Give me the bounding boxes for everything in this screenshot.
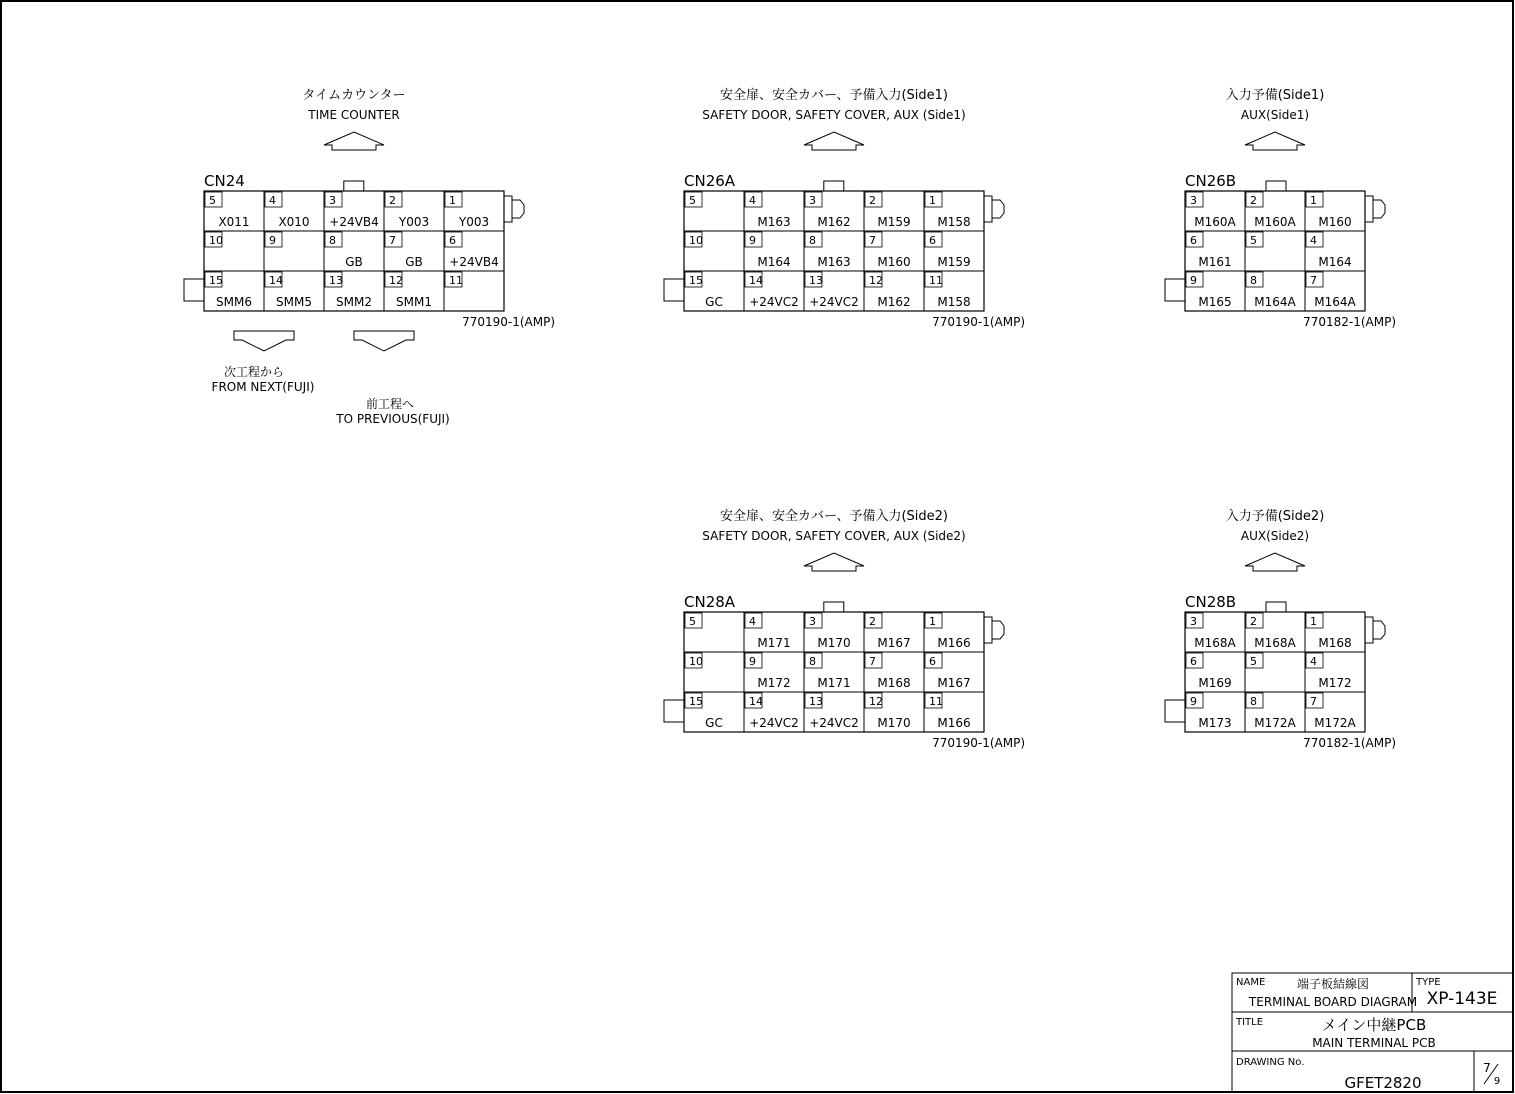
pin-number: 5	[1250, 234, 1257, 247]
pin-signal: SMM2	[336, 295, 372, 309]
cn28b-title-jp: 入力予備(Side2)	[1225, 509, 1325, 524]
cn28b-part-number: 770182-1(AMP)	[1303, 736, 1396, 750]
cn24-part-number: 770190-1(AMP)	[462, 315, 555, 329]
pin-signal: +24VC2	[809, 716, 859, 730]
pin-signal: M167	[937, 676, 971, 690]
pin-number: 5	[1250, 655, 1257, 668]
to-previous-en-label: TO PREVIOUS(FUJI)	[336, 412, 450, 426]
pin-number: 13	[809, 695, 823, 708]
pin-signal: M158	[937, 295, 971, 309]
pin-number: 2	[1250, 194, 1257, 207]
up-arrow-icon	[1245, 132, 1305, 150]
pin-number: 6	[1190, 655, 1197, 668]
cn26a-body	[684, 191, 984, 311]
pin-number: 15	[209, 274, 223, 287]
pin-number: 7	[1310, 274, 1317, 287]
pin-signal: M172	[1318, 676, 1352, 690]
pin-number: 6	[1190, 234, 1197, 247]
sheet-number: 7	[1483, 1061, 1491, 1075]
pin-signal: GB	[345, 255, 363, 269]
cn28b-name: CN28B	[1185, 593, 1237, 611]
pin-number: 9	[749, 234, 756, 247]
side-clip-icon	[1373, 200, 1385, 218]
pin-signal: +24VB4	[449, 255, 499, 269]
title-label: TITLE	[1236, 1017, 1264, 1028]
pin-signal: M164	[1318, 255, 1352, 269]
pin-signal: +24VC2	[749, 295, 799, 309]
sheet-total: 9	[1493, 1076, 1501, 1087]
cn24-title-jp: タイムカウンター	[302, 88, 406, 103]
pin-number: 11	[929, 274, 943, 287]
name-en: TERMINAL BOARD DIAGRAM	[1248, 995, 1418, 1009]
pin-number: 3	[809, 194, 816, 207]
pin-signal: M172A	[1314, 716, 1356, 730]
pin-signal: M160	[877, 255, 911, 269]
pin-number: 3	[329, 194, 336, 207]
pin-number: 1	[449, 194, 456, 207]
pin-number: 5	[689, 615, 696, 628]
cn24-title-en: TIME COUNTER	[308, 108, 400, 122]
ground-bracket	[184, 279, 204, 301]
pin-signal: M170	[877, 716, 911, 730]
pin-number: 12	[869, 695, 883, 708]
side-clip-icon	[992, 621, 1004, 639]
pin-number: 1	[1310, 194, 1317, 207]
pin-number: 5	[689, 194, 696, 207]
from-next-jp-label: 次工程から	[223, 365, 285, 379]
pin-number: 8	[809, 655, 816, 668]
up-arrow-icon	[1245, 553, 1305, 571]
cn24-output-arrows	[212, 331, 450, 426]
pin-signal: M160A	[1254, 215, 1296, 229]
cn28b-connector	[1165, 508, 1396, 750]
cn26b-name: CN26B	[1185, 172, 1237, 190]
up-arrow-icon	[804, 132, 864, 150]
pin-signal: M164	[757, 255, 791, 269]
cn26a-title-en: SAFETY DOOR, SAFETY COVER, AUX (Side1)	[702, 108, 966, 122]
pin-signal: M173	[1198, 716, 1232, 730]
pin-signal: +24VB4	[329, 215, 379, 229]
pin-number: 7	[869, 655, 876, 668]
pin-signal: GC	[705, 716, 723, 730]
pin-signal: M162	[817, 215, 851, 229]
pin-signal: M171	[757, 636, 791, 650]
pin-number: 2	[869, 615, 876, 628]
pin-signal: M164A	[1314, 295, 1356, 309]
cn24-name: CN24	[204, 172, 245, 190]
cn26a-part-number: 770190-1(AMP)	[932, 315, 1025, 329]
pin-number: 9	[1190, 274, 1197, 287]
ground-bracket	[1165, 279, 1185, 301]
type-label: TYPE	[1416, 977, 1441, 988]
pin-number: 8	[1250, 695, 1257, 708]
pin-number: 1	[929, 194, 936, 207]
ground-bracket	[1165, 700, 1185, 722]
side-clip-icon	[1373, 621, 1385, 639]
side-clip	[984, 617, 992, 643]
pin-signal: M171	[817, 676, 851, 690]
pin-number: 10	[689, 655, 703, 668]
pin-number: 4	[1310, 234, 1317, 247]
latch-tab	[824, 602, 844, 612]
title-jp: メイン中継PCB	[1321, 1016, 1427, 1034]
cn28a-connector	[664, 508, 1025, 750]
cn26b-connector	[1165, 87, 1396, 329]
cn26b-title-jp: 入力予備(Side1)	[1225, 88, 1325, 103]
side-clip-icon	[992, 200, 1004, 218]
pin-number: 10	[209, 234, 223, 247]
pin-signal: X011	[218, 215, 250, 229]
pin-signal: Y003	[458, 215, 490, 229]
pin-number: 4	[749, 194, 756, 207]
pin-signal: M163	[817, 255, 851, 269]
pin-signal: SMM1	[396, 295, 432, 309]
pin-signal: M170	[817, 636, 851, 650]
pin-number: 9	[1190, 695, 1197, 708]
pin-signal: GB	[405, 255, 423, 269]
pin-signal: M161	[1198, 255, 1232, 269]
pin-signal: M168A	[1254, 636, 1296, 650]
pin-number: 8	[809, 234, 816, 247]
pin-number: 10	[689, 234, 703, 247]
pin-signal: GC	[705, 295, 723, 309]
pin-number: 2	[869, 194, 876, 207]
pin-number: 9	[749, 655, 756, 668]
pin-number: 14	[269, 274, 283, 287]
cn28a-body	[684, 612, 984, 732]
ground-bracket	[664, 279, 684, 301]
pin-signal: M168A	[1194, 636, 1236, 650]
pin-number: 1	[1310, 615, 1317, 628]
pin-signal: M159	[937, 255, 971, 269]
pin-number: 15	[689, 274, 703, 287]
pin-number: 12	[869, 274, 883, 287]
title-en: MAIN TERMINAL PCB	[1312, 1036, 1436, 1050]
down-arrow-icon	[354, 331, 414, 351]
to-previous-jp-label: 前工程へ	[365, 397, 415, 411]
pin-signal: M172A	[1254, 716, 1296, 730]
pin-number: 6	[449, 234, 456, 247]
pin-number: 8	[1250, 274, 1257, 287]
pin-signal: +24VC2	[749, 716, 799, 730]
down-arrow-icon	[234, 331, 294, 351]
pin-number: 4	[269, 194, 276, 207]
cn28b-body	[1185, 612, 1365, 732]
name-label: NAME	[1236, 977, 1266, 988]
pin-signal: M165	[1198, 295, 1232, 309]
pin-signal: M160	[1318, 215, 1352, 229]
cn28b-title-en: AUX(Side2)	[1240, 529, 1310, 543]
pin-number: 14	[749, 274, 763, 287]
pin-signal: M162	[877, 295, 911, 309]
pin-signal: SMM6	[216, 295, 252, 309]
pin-number: 14	[749, 695, 763, 708]
pin-number: 2	[389, 194, 396, 207]
pin-number: 15	[689, 695, 703, 708]
from-next-en-label: FROM NEXT(FUJI)	[211, 380, 315, 394]
pin-number: 11	[929, 695, 943, 708]
pin-signal: M167	[877, 636, 911, 650]
pin-signal: X010	[278, 215, 310, 229]
latch-tab	[1266, 181, 1286, 191]
pin-number: 5	[209, 194, 216, 207]
pin-signal: M164A	[1254, 295, 1296, 309]
pin-number: 1	[929, 615, 936, 628]
pin-signal: M163	[757, 215, 791, 229]
pin-number: 4	[749, 615, 756, 628]
up-arrow-icon	[324, 132, 384, 150]
cn28a-title-jp: 安全扉、安全カバー、予備入力(Side2)	[719, 509, 949, 524]
cn26b-part-number: 770182-1(AMP)	[1303, 315, 1396, 329]
pin-number: 4	[1310, 655, 1317, 668]
pin-number: 7	[389, 234, 396, 247]
pin-number: 3	[1190, 615, 1197, 628]
pin-signal: M166	[937, 716, 971, 730]
cn26a-connector	[664, 87, 1025, 329]
pin-number: 7	[869, 234, 876, 247]
pin-signal: Y003	[398, 215, 430, 229]
latch-tab	[1266, 602, 1286, 612]
cn24-connector	[184, 88, 555, 329]
up-arrow-icon	[804, 553, 864, 571]
cn26b-title-en: AUX(Side1)	[1240, 108, 1310, 122]
pin-number: 11	[449, 274, 463, 287]
title-block	[1232, 973, 1513, 1092]
cn26a-name: CN26A	[684, 172, 736, 190]
pin-number: 3	[809, 615, 816, 628]
pin-number: 2	[1250, 615, 1257, 628]
cn26b-body	[1185, 191, 1365, 311]
pin-signal: M158	[937, 215, 971, 229]
pin-signal: +24VC2	[809, 295, 859, 309]
side-clip	[504, 196, 512, 222]
pin-number: 7	[1310, 695, 1317, 708]
pin-number: 13	[329, 274, 343, 287]
pin-number: 12	[389, 274, 403, 287]
pin-number: 6	[929, 655, 936, 668]
name-jp: 端子板結線図	[1296, 977, 1370, 991]
pin-signal: M168	[877, 676, 911, 690]
pin-signal: M166	[937, 636, 971, 650]
sheet-border	[1, 1, 1513, 1092]
pin-signal: M159	[877, 215, 911, 229]
pin-number: 8	[329, 234, 336, 247]
pin-signal: M168	[1318, 636, 1352, 650]
pin-signal: M169	[1198, 676, 1232, 690]
cn28a-part-number: 770190-1(AMP)	[932, 736, 1025, 750]
pin-signal: M160A	[1194, 215, 1236, 229]
pin-number: 9	[269, 234, 276, 247]
ground-bracket	[664, 700, 684, 722]
cn28a-name: CN28A	[684, 593, 736, 611]
pin-number: 13	[809, 274, 823, 287]
cn26a-title-jp: 安全扉、安全カバー、予備入力(Side1)	[719, 88, 949, 103]
drawing-no-value: GFET2820	[1344, 1074, 1422, 1092]
type-value: XP-143E	[1426, 989, 1498, 1009]
pin-signal: M172	[757, 676, 791, 690]
latch-tab	[824, 181, 844, 191]
pin-number: 3	[1190, 194, 1197, 207]
pin-signal: SMM5	[276, 295, 312, 309]
side-clip-icon	[512, 200, 524, 218]
pin-number: 6	[929, 234, 936, 247]
drawing-no-label: DRAWING No.	[1236, 1057, 1305, 1068]
side-clip	[1365, 196, 1373, 222]
cn24-body	[204, 191, 504, 311]
side-clip	[984, 196, 992, 222]
cn28a-title-en: SAFETY DOOR, SAFETY COVER, AUX (Side2)	[702, 529, 966, 543]
side-clip	[1365, 617, 1373, 643]
latch-tab	[344, 181, 364, 191]
